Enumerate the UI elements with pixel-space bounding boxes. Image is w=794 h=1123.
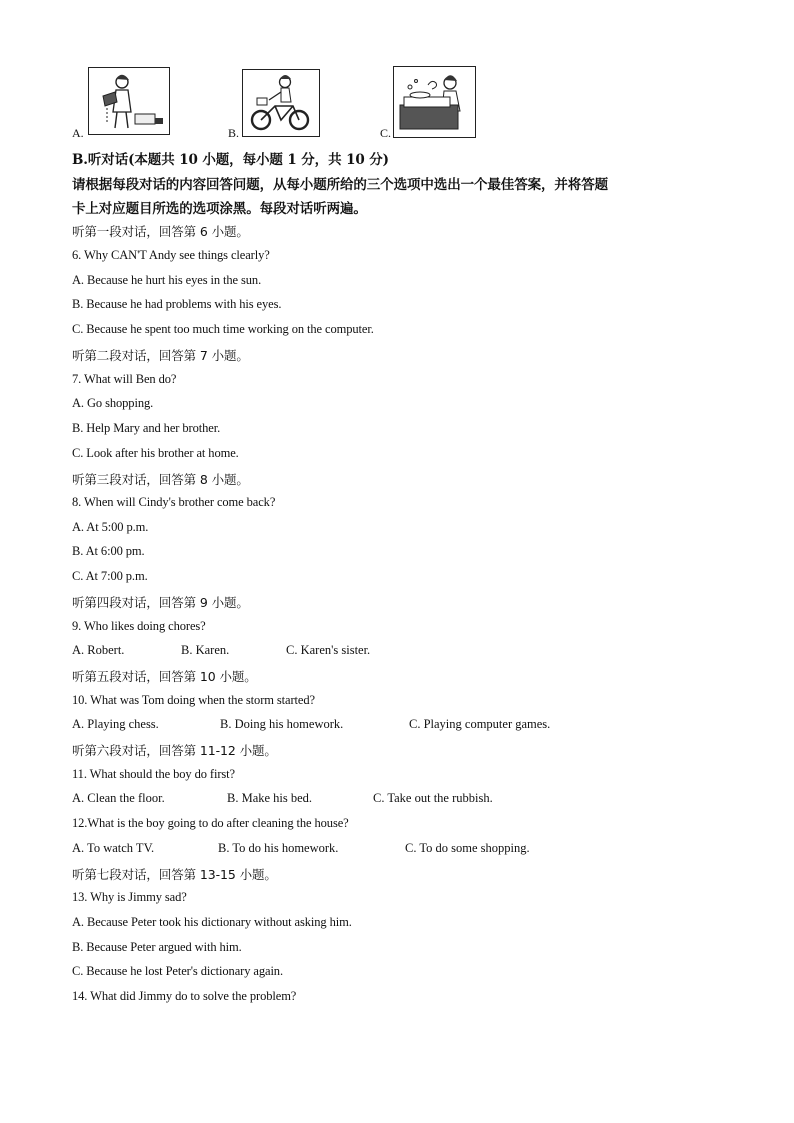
question-10-option-c: C. Playing computer games. (409, 717, 551, 731)
question-8: 8. When will Cindy's brother come back? (72, 495, 276, 509)
question-11-option-b: B. Make his bed. (227, 791, 313, 805)
question-7: 7. What will Ben do? (72, 372, 177, 386)
question-11-option-c: C. Take out the rubbish. (373, 791, 493, 805)
question-10: 10. What was Tom doing when the storm started? (72, 693, 315, 707)
question-7-option-b: B. Help Mary and her brother. (72, 421, 221, 435)
question-7-option-c: C. Look after his brother at home. (72, 446, 239, 460)
washing-dishes-picture (393, 66, 476, 138)
question-12-option-a: A. To watch TV. (72, 841, 155, 855)
question-11: 11. What should the boy do first? (72, 767, 235, 781)
question-9-option-c: C. Karen's sister. (286, 643, 371, 657)
riding-bike-illustration (243, 70, 319, 136)
question-7-option-a: A. Go shopping. (72, 396, 154, 410)
washing-dishes-illustration (394, 67, 475, 137)
dialog-6-intro: 听第六段对话，回答第 11-12 小题。 (72, 743, 277, 758)
question-13: 13. Why is Jimmy sad? (72, 890, 187, 904)
question-9: 9. Who likes doing chores? (72, 619, 206, 633)
question-9-option-b: B. Karen. (181, 643, 230, 657)
question-9-option-a: A. Robert. (72, 643, 125, 657)
question-6-option-b: B. Because he had problems with his eyes. (72, 297, 282, 311)
question-12: 12.What is the boy going to do after cleaning the house? (72, 816, 349, 830)
dialog-3-intro: 听第三段对话，回答第 8 小题。 (72, 472, 249, 487)
question-10-option-b: B. Doing his homework. (220, 717, 344, 731)
dialog-1-intro: 听第一段对话，回答第 6 小题。 (72, 224, 249, 239)
dialog-7-intro: 听第七段对话，回答第 13-15 小题。 (72, 867, 277, 882)
ironing-clothes-picture (88, 67, 170, 135)
question-13-option-b: B. Because Peter argued with him. (72, 940, 242, 954)
question-11-option-a: A. Clean the floor. (72, 791, 165, 805)
ironing-clothes-illustration (89, 68, 169, 134)
question-6-option-a: A. Because he hurt his eyes in the sun. (72, 273, 262, 287)
question-6-option-c: C. Because he spent too much time working on the computer. (72, 322, 374, 336)
question-12-option-b: B. To do his homework. (218, 841, 339, 855)
question-13-option-c: C. Because he lost Peter's dictionary again. (72, 964, 283, 978)
question-8-option-a: A. At 5:00 p.m. (72, 520, 149, 534)
question-6: 6. Why CAN'T Andy see things clearly? (72, 248, 270, 262)
picture-option-c-letter: C. (380, 126, 392, 140)
question-8-option-b: B. At 6:00 pm. (72, 544, 145, 558)
section-heading: B.听对话(本题共 10 小题，每小题 1 分，共 10 分) (72, 152, 389, 168)
question-10-option-a: A. Playing chess. (72, 717, 159, 731)
question-8-option-c: C. At 7:00 p.m. (72, 569, 148, 583)
question-12-option-c: C. To do some shopping. (405, 841, 530, 855)
picture-option-b-letter: B. (228, 126, 240, 140)
section-instruction-line-2: 卡上对应题目所选的选项涂黑。每段对话听两遍。 (72, 201, 367, 217)
dialog-4-intro: 听第四段对话，回答第 9 小题。 (72, 595, 249, 610)
dialog-2-intro: 听第二段对话，回答第 7 小题。 (72, 348, 249, 363)
riding-bike-picture (242, 69, 320, 137)
section-instruction-line-1: 请根据每段对话的内容回答问题，从每小题所给的三个选项中选出一个最佳答案，并将答题 (72, 177, 608, 193)
picture-option-a-letter: A. (72, 126, 84, 140)
dialog-5-intro: 听第五段对话，回答第 10 小题。 (72, 669, 257, 684)
question-14: 14. What did Jimmy do to solve the problem? (72, 989, 297, 1003)
question-13-option-a: A. Because Peter took his dictionary without asking him. (72, 915, 352, 929)
